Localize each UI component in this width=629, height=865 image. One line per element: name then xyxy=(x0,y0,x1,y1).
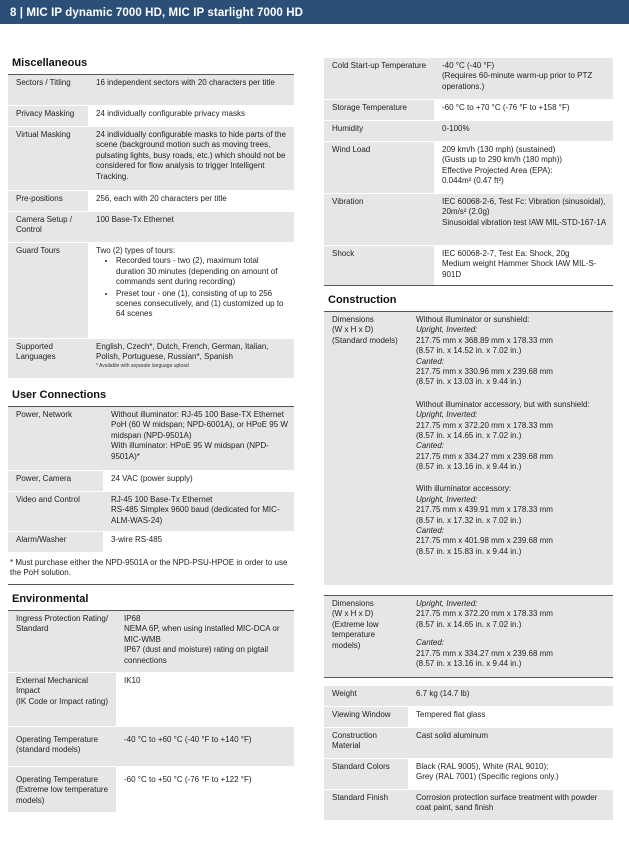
spec-label: Sectors / Titling xyxy=(8,75,88,105)
dimension-in: (8.57 in. x 13.16 in. x 9.44 in.) xyxy=(416,462,522,472)
spec-label: Vibration xyxy=(324,194,434,245)
spec-label: Power, Camera xyxy=(8,471,103,491)
spec-value: 0-100% xyxy=(434,121,613,141)
dimension-mm: 217.75 mm x 368.89 mm x 178.33 mm xyxy=(416,335,553,345)
spec-value xyxy=(88,339,294,378)
spec-value: Without illuminator: RJ-45 100 Base-TX Ethernet PoH (60 W midspan; NPD-6001A), or HPoE 95 W midspan (NPD-9501A) With illuminator: HPoE 95 W midspan (NPD-9501A)* xyxy=(103,407,294,470)
spec-row xyxy=(324,686,613,707)
orientation-label: Canted: xyxy=(416,441,445,451)
spec-value: RJ-45 100 Base-Tx Ethernet RS-485 Simplex 9600 baud (dedicated for MIC-ALM-WAS-24) xyxy=(103,492,294,531)
spec-label: Construction Material xyxy=(324,728,408,758)
spec-label: External Mechanical Impact (IK Code or Impact rating) xyxy=(8,673,116,726)
spec-label: Video and Control xyxy=(8,492,103,531)
group-heading: Without illuminator accessory, but with sunshield: xyxy=(416,399,590,409)
spec-value xyxy=(408,312,613,585)
group-heading: Without illuminator or sunshield: xyxy=(416,315,530,324)
spec-value: 256, each with 20 characters per title xyxy=(88,191,294,211)
spec-label: Guard Tours xyxy=(8,243,88,338)
spec-row xyxy=(324,707,613,728)
spec-value: Black (RAL 9005), White (RAL 9010); Grey (RAL 7001) (Specific regions only.) xyxy=(408,759,613,789)
spec-label: Storage Temperature xyxy=(324,100,434,120)
spec-label: Ingress Protection Rating/ Standard xyxy=(8,611,116,672)
spec-value: -60 °C to +50 °C (-76 °F to +122 °F) xyxy=(116,767,294,812)
orientation-label: Upright, Inverted: xyxy=(416,599,478,608)
section-title-environmental: Environmental xyxy=(8,591,294,611)
spec-value xyxy=(88,243,294,338)
spec-label: Camera Setup / Control xyxy=(8,212,88,242)
orientation-label: Upright, Inverted: xyxy=(416,325,478,335)
spec-row xyxy=(324,58,613,100)
spec-row xyxy=(8,727,294,767)
spec-value: -40 °C to +60 °C (-40 °F to +140 °F) xyxy=(116,727,294,766)
spec-value: 3-wire RS-485 xyxy=(103,532,294,552)
spec-row xyxy=(8,127,294,191)
languages-text: English, Czech*, Dutch, French, German, Italian, Polish, Portuguese, Russian*, Spanish xyxy=(96,342,269,362)
dimension-mm: 217.75 mm x 334.27 mm x 239.68 mm xyxy=(416,451,553,461)
spec-value: IEC 60068-2-7, Test Ea: Shock, 20g Medium weight Hammer Shock IAW MIL-S-901D xyxy=(434,246,613,285)
dimension-mm: 217.75 mm x 401.98 mm x 239.68 mm xyxy=(416,536,553,546)
tours-intro: Two (2) types of tours: xyxy=(96,246,176,255)
spec-label: Standard Finish xyxy=(324,790,408,820)
spec-row xyxy=(324,790,613,821)
group-heading: With illuminator accessory: xyxy=(416,484,512,494)
spec-label: Privacy Masking xyxy=(8,106,88,126)
spec-row xyxy=(8,339,294,379)
dimension-mm: 217.75 mm x 330.96 mm x 239.68 mm xyxy=(416,366,553,376)
orientation-label: Canted: xyxy=(416,356,445,366)
dimension-in: (8.57 in. x 15.83 in. x 9.44 in.) xyxy=(416,546,522,556)
spec-value: 209 km/h (130 mph) (sustained) (Gusts up to 290 km/h (180 mph)) Effective Projected Area (EPA): 0.044m² (0.47 ft²) xyxy=(434,142,613,193)
spec-value: Corrosion protection surface treatment with powder coat paint, sand finish xyxy=(408,790,613,820)
dimension-in: (8.57 in. x 17.32 in. x 7.02 in.) xyxy=(416,515,522,525)
spec-row xyxy=(8,106,294,127)
spec-row xyxy=(8,407,294,471)
spec-row-guard-tours xyxy=(8,243,294,339)
spec-row xyxy=(324,246,613,286)
dimension-group xyxy=(416,484,607,557)
spec-value: IP68 NEMA 6P, when using installed MIC-DCA or MIC-WMB IP67 (dust and moisture) rating on pigtail connections xyxy=(116,611,294,672)
spec-value: Cast solid aluminum xyxy=(408,728,613,758)
spec-label: Virtual Masking xyxy=(8,127,88,190)
dimension-mm: 217.75 mm x 372.20 mm x 178.33 mm xyxy=(416,609,553,619)
page-header xyxy=(0,0,629,24)
orientation-label: Upright, Inverted: xyxy=(416,494,478,504)
dimension-mm: 217.75 mm x 334.27 mm x 239.68 mm xyxy=(416,648,553,658)
spec-row xyxy=(8,532,294,553)
spec-label: Operating Temperature (standard models) xyxy=(8,727,116,766)
left-column xyxy=(8,55,294,813)
spec-value: IEC 60068-2-6, Test Fc: Vibration (sinusoidal), 20m/s² (2.0g) Sinusoidal vibration test IAW MIL-STD-167-1A xyxy=(434,194,613,245)
tours-list xyxy=(96,256,288,319)
section-title-miscellaneous: Miscellaneous xyxy=(8,55,294,75)
spec-value: 6.7 kg (14.7 lb) xyxy=(408,686,613,706)
dimension-in: (8.57 in. x 14.65 in. x 7.02 in.) xyxy=(416,619,522,629)
spec-row xyxy=(324,142,613,194)
spec-row xyxy=(8,75,294,106)
dimension-mm: 217.75 mm x 439.91 mm x 178.33 mm xyxy=(416,505,553,515)
orientation-label: Canted: xyxy=(416,526,445,536)
section-title-construction: Construction xyxy=(324,292,613,312)
page-header-title: 8 | MIC IP dynamic 7000 HD, MIC IP starlight 7000 HD xyxy=(10,7,304,19)
spec-row xyxy=(8,767,294,813)
spec-row xyxy=(8,471,294,492)
spec-label: Viewing Window xyxy=(324,707,408,727)
spec-row xyxy=(8,611,294,673)
spec-row xyxy=(324,759,613,790)
section-title-user-connections: User Connections xyxy=(8,387,294,407)
spec-label: Cold Start-up Temperature xyxy=(324,58,434,99)
spec-label: Operating Temperature (Extreme low temperature models) xyxy=(8,767,116,812)
spec-value: IK10 xyxy=(116,673,294,726)
spec-row xyxy=(324,728,613,759)
spec-label: Pre-positions xyxy=(8,191,88,211)
spec-value: 24 individually configurable privacy masks xyxy=(88,106,294,126)
spec-row xyxy=(8,492,294,532)
spec-row xyxy=(8,212,294,243)
list-item: • Preset tour - one (1), consisting of up to 256 scenes consecutively, and (1) customized up to 64 scenes xyxy=(116,289,288,320)
orientation-label: Upright, Inverted: xyxy=(416,410,478,420)
spec-value: 16 independent sectors with 20 characters per title xyxy=(88,75,294,105)
spec-value: 24 individually configurable masks to hide parts of the scene (background motion such as moving trees, pulsating lights, busy roads, etc.) which should not be considered for flow analysis to trigger Intelligent Tracking. xyxy=(88,127,294,190)
spec-value: Tempered flat glass xyxy=(408,707,613,727)
spec-value: 24 VAC (power supply) xyxy=(103,471,294,491)
spec-row-dimensions-standard xyxy=(324,312,613,586)
right-column xyxy=(324,58,613,821)
dimension-group xyxy=(416,315,607,388)
spec-label: Wind Load xyxy=(324,142,434,193)
dimension-in: (8.57 in. x 14.52 in. x 7.02 in.) xyxy=(416,346,522,356)
spec-value: 100 Base-Tx Ethernet xyxy=(88,212,294,242)
spec-row xyxy=(8,191,294,212)
spec-row xyxy=(324,194,613,246)
dimension-in: (8.57 in. x 13.16 in. x 9.44 in.) xyxy=(416,658,522,668)
dimension-mm: 217.75 mm x 372.20 mm x 178.33 mm xyxy=(416,420,553,430)
spec-label: Dimensions (W x H x D) (Extreme low temperature models) xyxy=(324,596,408,677)
dimension-in: (8.57 in. x 14.65 in. x 7.02 in.) xyxy=(416,430,522,440)
languages-footnote: * Available with separate language upload xyxy=(96,362,189,369)
spec-value xyxy=(408,596,613,677)
spec-value: -60 °C to +70 °C (-76 °F to +158 °F) xyxy=(434,100,613,120)
dimension-in: (8.57 in. x 13.03 in. x 9.44 in.) xyxy=(416,377,522,387)
spec-value: -40 °C (-40 °F) (Requires 60-minute warm-up prior to PTZ operations.) xyxy=(434,58,613,99)
list-item: • Recorded tours - two (2), maximum total duration 30 minutes (depending on amount of commands sent during recording) xyxy=(116,256,288,287)
spec-row xyxy=(8,673,294,727)
dimension-group xyxy=(416,400,607,473)
spec-label: Supported Languages xyxy=(8,339,88,378)
spec-row xyxy=(324,121,613,142)
orientation-label: Canted: xyxy=(416,638,445,648)
spec-label: Power, Network xyxy=(8,407,103,470)
spec-row xyxy=(324,100,613,121)
spec-label: Humidity xyxy=(324,121,434,141)
spec-label: Shock xyxy=(324,246,434,285)
footnote: * Must purchase either the NPD-9501A or the NPD-PSU-HPOE in order to use the PoH solution. xyxy=(8,553,294,585)
spec-label: Weight xyxy=(324,686,408,706)
spec-label: Alarm/Washer xyxy=(8,532,103,552)
spec-label: Dimensions (W x H x D) (Standard models) xyxy=(324,312,408,585)
spec-label: Standard Colors xyxy=(324,759,408,789)
spec-row-dimensions-extreme xyxy=(324,596,613,678)
